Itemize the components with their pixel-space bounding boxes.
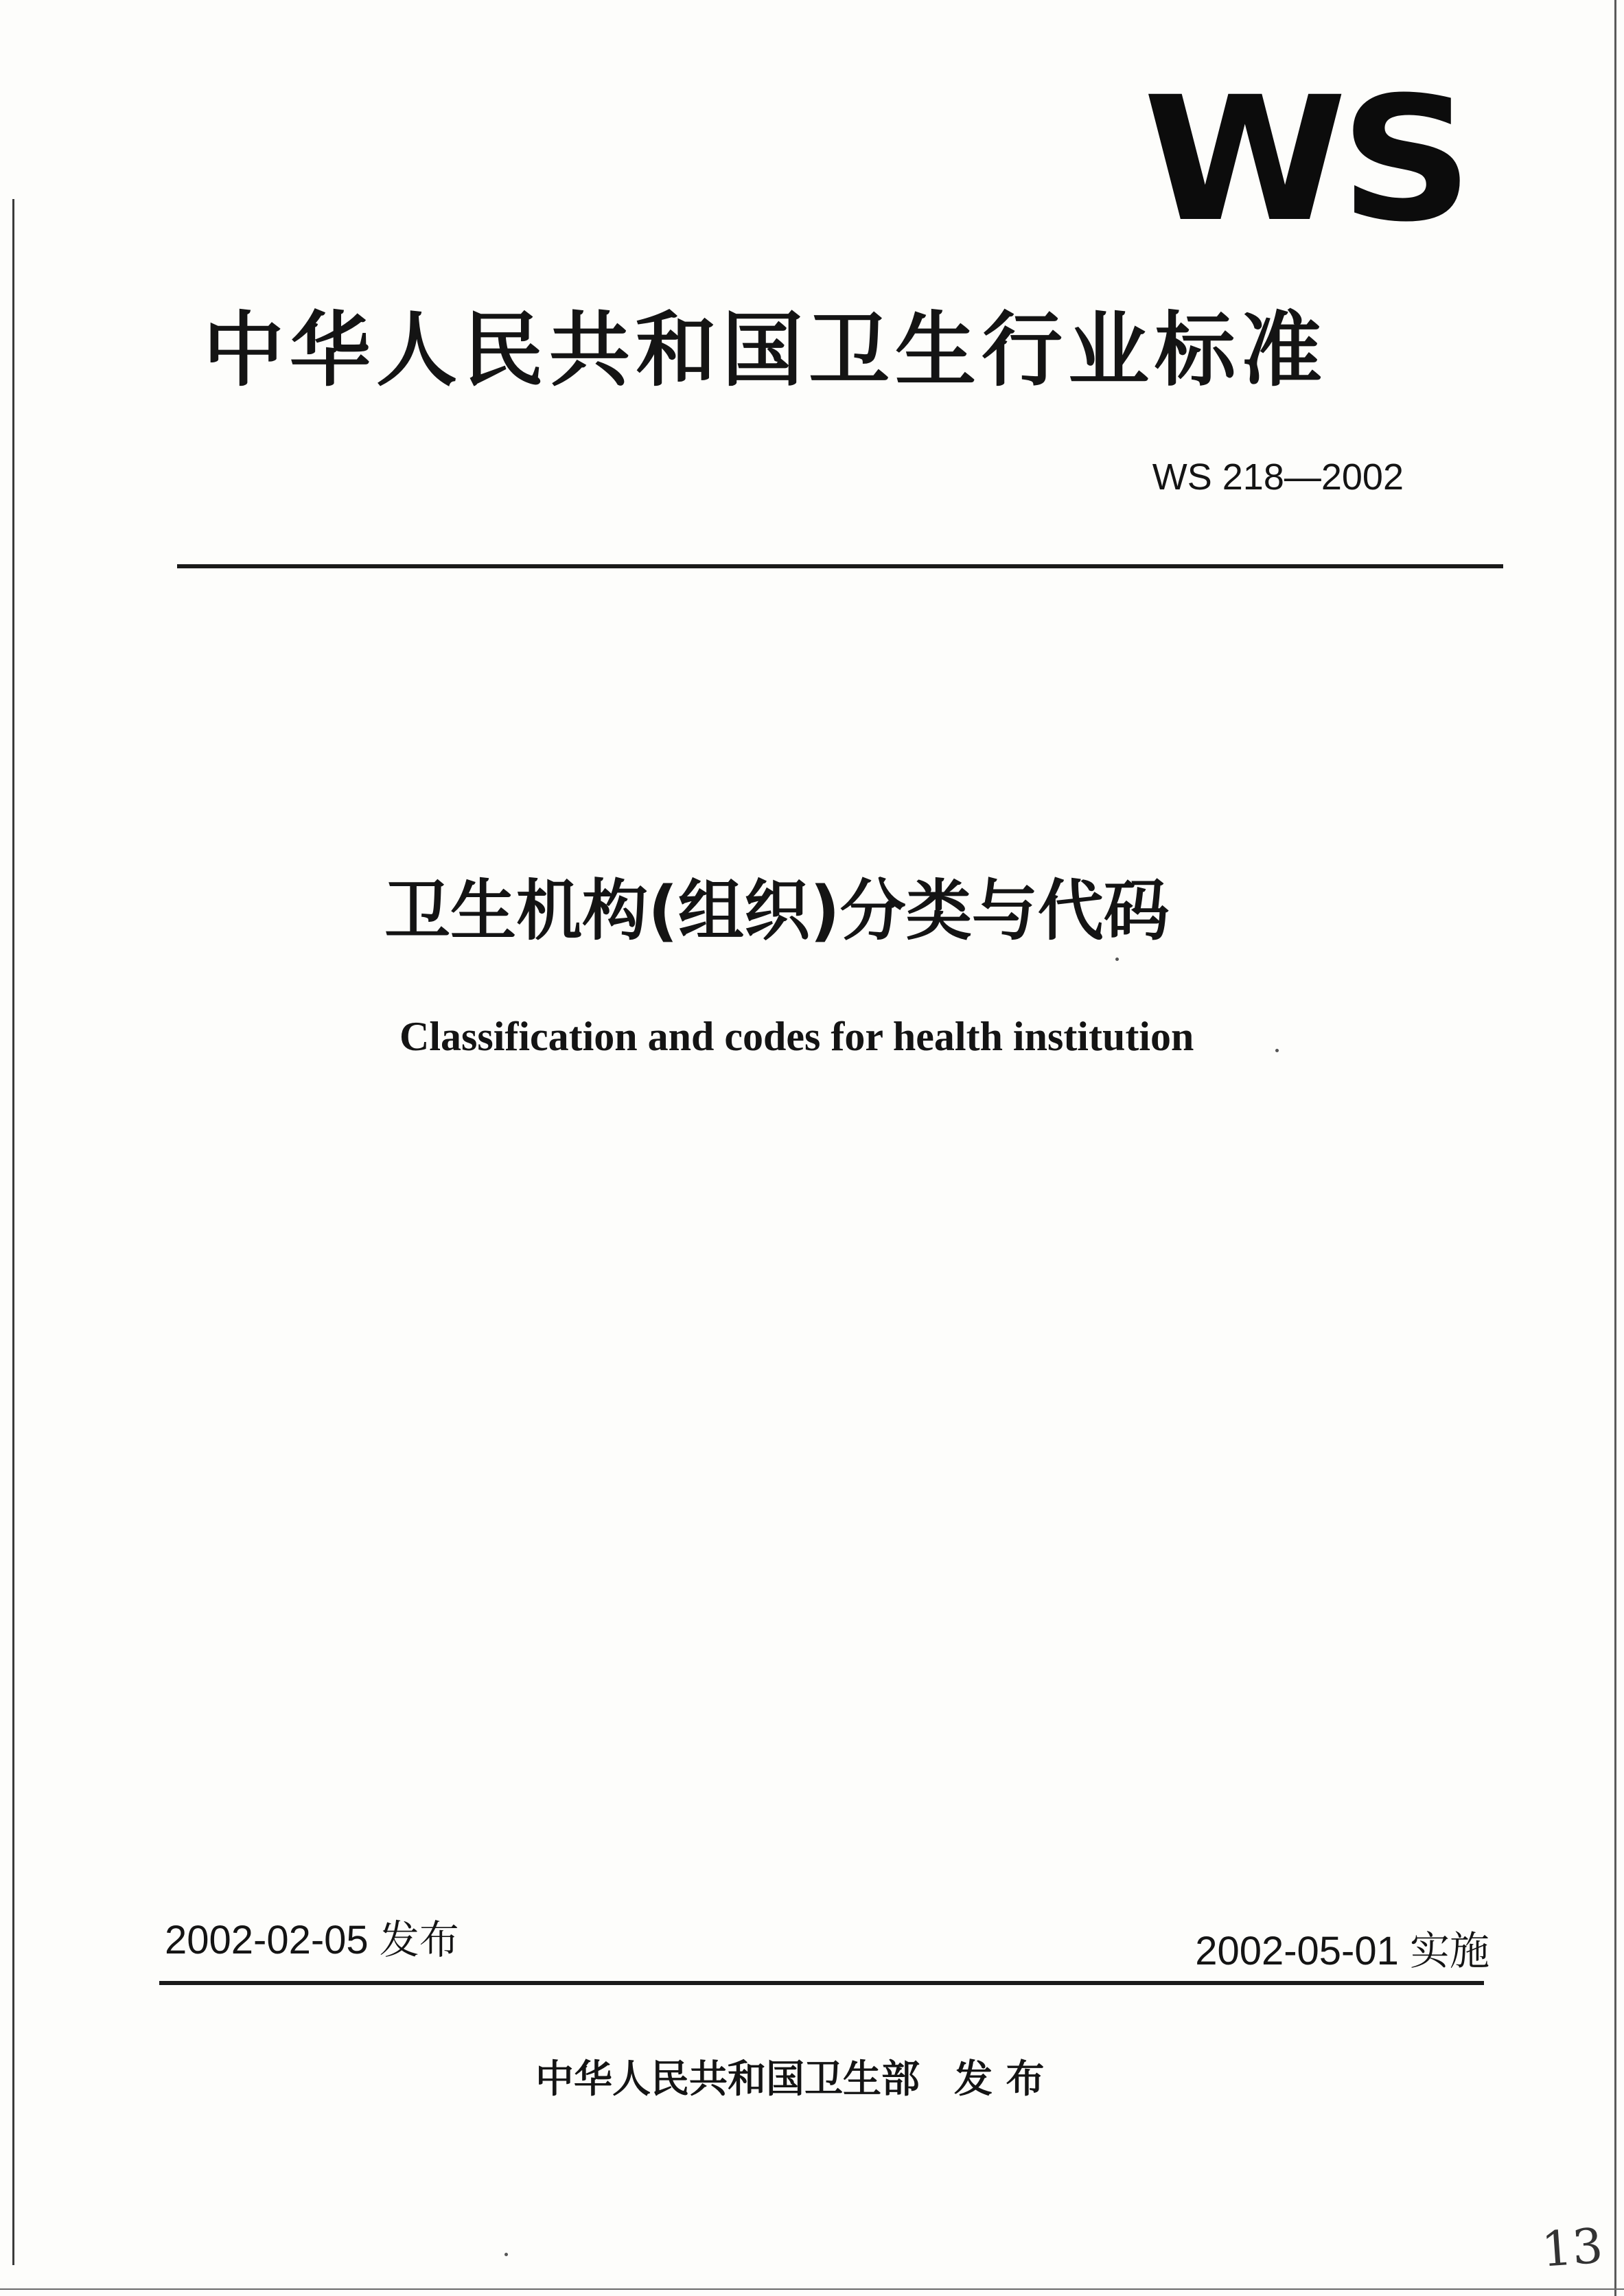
handwritten-page-mark: 13 (1540, 2217, 1605, 2278)
standard-type-heading: 中华人民共和国卫生行业标准 (203, 303, 1328, 397)
scan-speck (1275, 1049, 1279, 1052)
publisher-name: 中华人民共和国卫生部 (535, 2057, 920, 2102)
standard-number: WS 218—2002 (1152, 456, 1404, 498)
page-border-bottom (0, 2288, 1624, 2290)
issue-date: 2002-02-05 发布 (165, 1918, 459, 1962)
publisher-action: 发 布 (954, 2057, 1045, 2102)
document-title-english: Classification and codes for health institution (399, 1014, 1194, 1059)
page-border-right (1614, 0, 1616, 2296)
publisher-line (535, 2049, 1181, 2111)
footer-divider (159, 1981, 1484, 1985)
header-divider (177, 564, 1503, 568)
ws-logo: WS (1143, 60, 1466, 259)
implementation-date: 2002-05-01 实施 (1195, 1929, 1489, 1973)
document-title-chinese: 卫生机构(组织)分类与代码 (384, 872, 1170, 949)
scan-speck (504, 2253, 508, 2256)
scan-speck (1115, 958, 1119, 961)
page-border-left (12, 199, 14, 2265)
